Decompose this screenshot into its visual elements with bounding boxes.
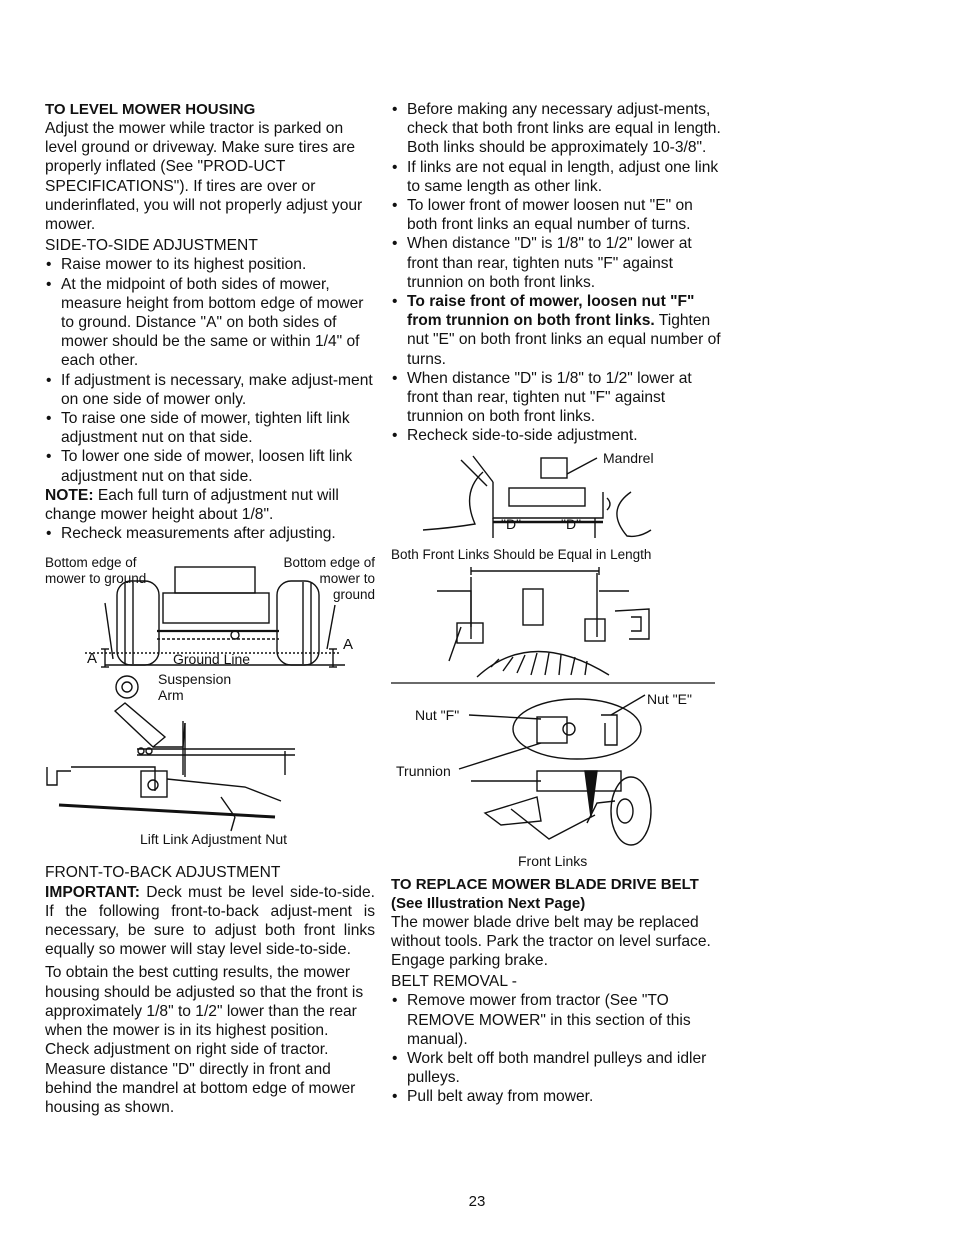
lift-link-caption: Lift Link Adjustment Nut [140,831,288,848]
belt-removal-list [391,991,721,1106]
a-right-label: A [343,636,354,654]
mandrel-figure [391,449,721,544]
side-heading: SIDE-TO-SIDE ADJUSTMENT [45,237,258,255]
list-item: • To raise one side of mower, tighten lift link adjustment nut on that side. [45,409,375,447]
right-edge-text: Bottom edge of mower to ground [283,555,375,603]
equal-length-caption: Both Front Links Should be Equal in Length [391,546,652,562]
list-item: • To lower front of mower loosen nut "E" on both front links an equal number of turns. [391,196,721,234]
front-links-figure [391,685,721,869]
ground-line-label: Ground Line [173,651,251,668]
page-number: 23 [468,1193,486,1210]
d-rear-label: "D" [561,515,582,532]
check-adjustment-paragraph: Check adjustment on right side of tractor. Measure distance "D" directly in front and behind the mandrel at bottom edge of mower housing as shown. [45,1041,356,1116]
level-intro: Adjust the mower while tractor is parked on level ground or driveway. Make sure tires are properly inflated (See "PROD-UCT SPECIFICATIONS"). If tires are over or underinflated, you will not properly adjust your mower. [45,120,363,234]
list-item: • To lower one side of mower, loosen lift link adjustment nut on that side. [45,447,375,485]
nut-e-label: Nut "E" [647,690,692,707]
suspension-text: Suspension Arm [158,671,232,704]
raise-front-rest: Tighten nut "E" on both front links an equal number of turns. [407,312,721,368]
list-item: • Recheck side-to-side adjustment. [391,426,721,445]
belt-heading: TO REPLACE MOWER BLADE DRIVE BELT (See Illustration Next Page) [391,875,699,912]
equal-length-figure [391,567,721,685]
level-heading: TO LEVEL MOWER HOUSING [45,101,256,118]
d-front-label: "D" [501,515,522,532]
mandrel-illustration [391,449,721,544]
list-item: • Pull belt away from mower. [391,1087,721,1106]
list-item: • Recheck measurements after adjusting. [45,524,375,543]
belt-removal-heading: BELT REMOVAL - [391,973,517,991]
best-results-paragraph: To obtain the best cutting results, the mower housing should be adjusted so that the front is approximately 1/8" to 1/2" lower than the rear when the mower is in its highest position. [45,964,364,1040]
list-item: • At the midpoint of both sides of mower, measure height from bottom edge of mower to ground. Distance "A" on both sides of mower should be the same or within 1/4" of each other. [45,275,375,371]
side-bullet-list [45,255,375,485]
suspension-arm-label [158,671,248,703]
note-paragraph [45,486,375,524]
ftb-heading: FRONT-TO-BACK ADJUSTMENT [45,864,281,882]
trunnion-label: Trunnion [396,762,451,779]
note-label: NOTE: [45,486,94,504]
mandrel-label: Mandrel [603,449,654,466]
recheck-list [45,524,375,543]
list-item: • Before making any necessary adjust-ments, check that both front links are equal in length. Both links should be approximately 10-3/8". [391,100,721,158]
list-item: • When distance "D" is 1/8" to 1/2" lower at front than rear, tighten nuts "F" against trunnion on both front links. [391,234,721,292]
bottom-edge-left-label [45,555,149,587]
list-item: • If links are not equal in length, adjust one link to same length as other link. [391,158,721,196]
left-column [45,100,375,1117]
important-paragraph [45,883,375,960]
right-column [391,100,721,1107]
belt-intro: The mower blade drive belt may be replaced without tools. Park the tractor on level surface. Engage parking brake. [391,913,711,970]
list-item: • Remove mower from tractor (See "TO REMOVE MOWER" in this section of this manual). [391,991,721,1049]
left-edge-text: Bottom edge of mower to ground [45,555,147,587]
note-text: Each full turn of adjustment nut will change mower height about 1/8". [45,486,339,524]
nut-f-label: Nut "F" [415,706,460,723]
important-label: IMPORTANT: [45,883,140,901]
list-item: • Work belt off both mandrel pulleys and idler pulleys. [391,1049,721,1087]
front-link-bullet-list [391,100,721,446]
side-to-side-figure [45,549,375,671]
list-item: • If adjustment is necessary, make adjust-ment on one side of mower only. [45,371,375,409]
important-text: Deck must be level side-to-side. If the following front-to-back adjust-ment is necessary, be sure to adjust both front links equally so mower will stay level side-to-side. [45,883,375,959]
list-item [391,292,721,369]
bottom-edge-right-label [279,555,375,603]
equal-length-illustration [391,567,721,685]
list-item: • When distance "D" is 1/8" to 1/2" lower at front than rear, tighten nut "F" against trunnion on both front links. [391,369,721,427]
a-left-label: A [87,650,98,668]
raise-front-bold: To raise front of mower, loosen nut "F" from trunnion on both front links. [407,293,695,330]
list-item: • Raise mower to its highest position. [45,255,375,274]
suspension-figure [45,671,375,851]
front-links-caption: Front Links [518,852,588,869]
